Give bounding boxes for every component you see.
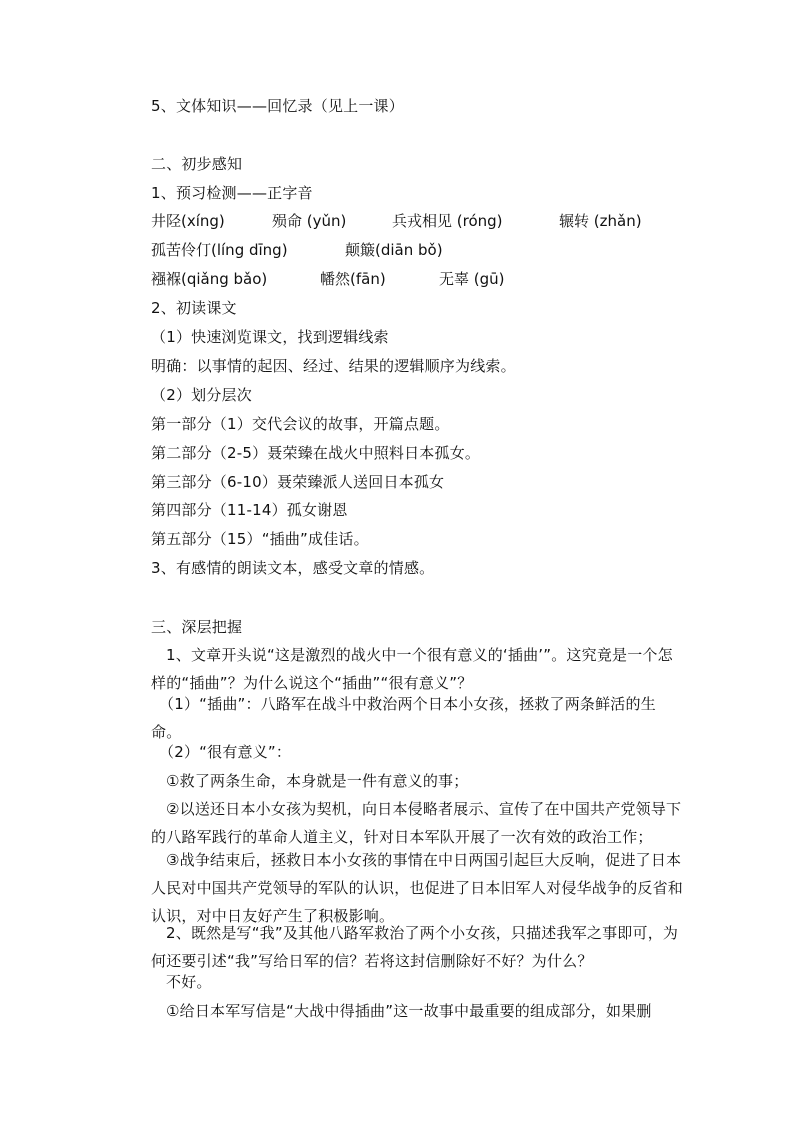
answer-1: 明确：以事情的起因、经过、结果的逻辑顺序为线索。 [151, 357, 516, 375]
pinyin-entry: 辗转 (zhǎn) [559, 212, 642, 230]
section-3-title: 三、深层把握 [151, 618, 243, 636]
part-line: 第五部分（15）“插曲”成佳话。 [151, 530, 369, 548]
pinyin-entry: 无辜 (gū) [439, 270, 505, 288]
pinyin-entry: 襁褓(qiǎng bǎo) [151, 270, 268, 288]
pinyin-entry: 井陉(xíng) [151, 212, 225, 230]
pinyin-entry: 兵戎相见 (róng) [392, 212, 503, 230]
pinyin-entry: 殒命 (yǔn) [272, 212, 347, 230]
subitem-2: （2）划分层次 [151, 386, 252, 404]
question-1-point-2: ②以送还日本小女孩为契机，向日本侵略者展示、宣传了在中国共产党领导下的八路军践行的革命人道主义，针对日本军队开展了一次有效的政治工作； [151, 800, 682, 846]
section-2-item-2: 2、初读课文 [151, 299, 237, 317]
question-1-point-3: ③战争结束后，拯救日本小女孩的事情在中日两国引起巨大反响，促进了日本人民对中国共产党领导的军队的认识，也促进了日本旧军人对侵华战争的反省和认识，对中日友好产生了积极影响。 [151, 851, 684, 925]
part-line: 第二部分（2-5）聂荣臻在战火中照料日本孤女。 [151, 444, 481, 462]
section-2-item-3: 3、有感情的朗读文本，感受文章的情感。 [151, 559, 435, 577]
pinyin-entry: 孤苦伶仃(líng dīng) [151, 241, 288, 259]
question-2-answer: 不好。 [166, 973, 212, 991]
part-line: 第四部分（11-14）孤女谢恩 [151, 501, 348, 519]
part-line: 第三部分（6-10）聂荣臻派人送回日本孤女 [151, 473, 445, 491]
part-line: 第一部分（1）交代会议的故事，开篇点题。 [151, 415, 450, 433]
question-1-answer-1: （1）“插曲”：八路军在战斗中救治两个日本小女孩，拯救了两条鲜活的生命。 [151, 695, 656, 741]
question-2-point-1: ①给日本军写信是“大战中得插曲”这一故事中最重要的组成部分，如果删 [166, 1002, 652, 1020]
question-1-answer-2: （2）“很有意义”： [159, 743, 292, 761]
subitem-1: （1）快速浏览课文，找到逻辑线索 [151, 328, 389, 346]
question-1: 1、文章开头说“这是激烈的战火中一个很有意义的‘插曲’”。这究竟是一个怎样的“插曲”？为什么说这个“插曲”“很有意义”？ [151, 646, 673, 692]
question-2: 2、既然是写“我”及其他八路军救治了两个小女孩，只描述我军之事即可，为何还要引述“我”写给日军的信？若将这封信删除好不好？为什么？ [151, 924, 679, 970]
question-1-point-1: ①救了两条生命，本身就是一件有意义的事； [166, 772, 469, 790]
item-5-genre: 5、文体知识——回忆录（见上一课） [151, 97, 404, 115]
pinyin-entry: 颠簸(diān bǒ) [345, 241, 443, 259]
pinyin-entry: 幡然(fān) [320, 270, 386, 288]
section-2-item-1: 1、预习检测——正字音 [151, 184, 313, 202]
section-2-title: 二、初步感知 [151, 155, 243, 173]
